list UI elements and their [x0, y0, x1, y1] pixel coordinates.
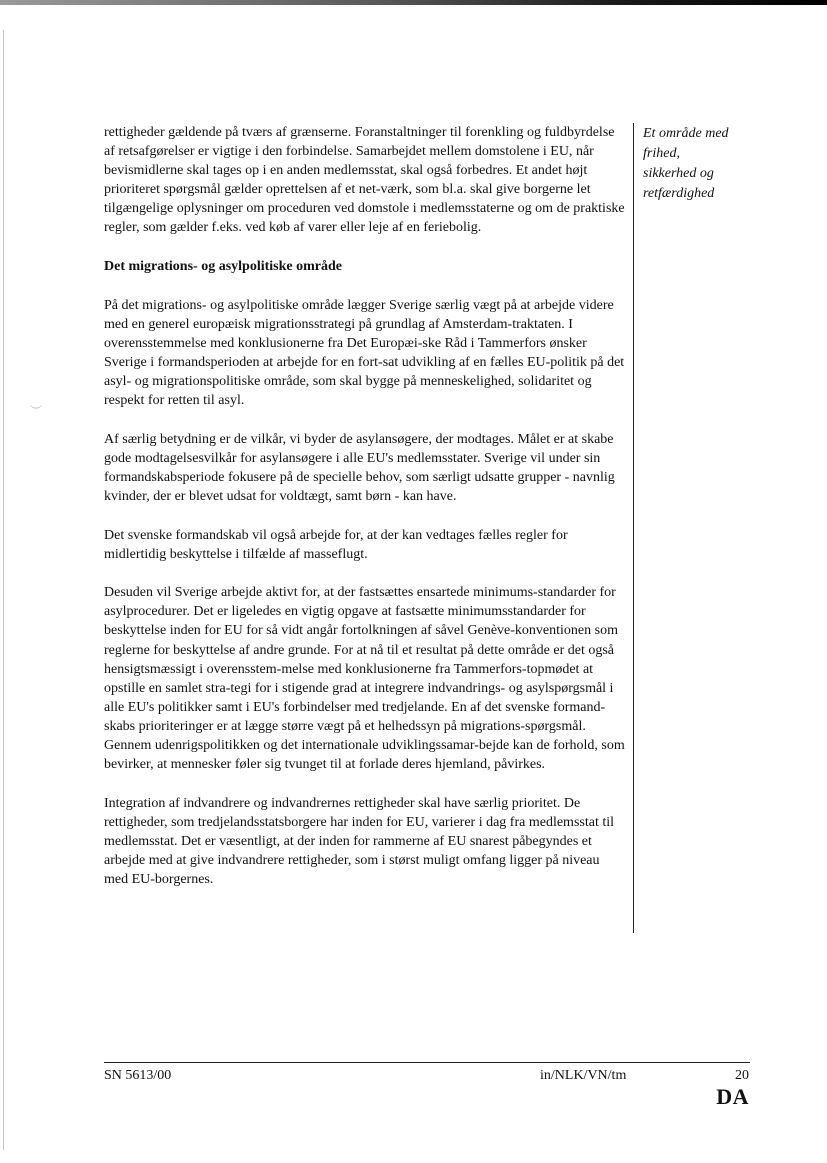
margin-note-line: retfærdighed	[643, 186, 715, 201]
footer-reference: in/NLK/VN/tm	[540, 1068, 627, 1083]
margin-note-line: Et område med	[643, 126, 729, 141]
language-code: DA	[716, 1084, 749, 1109]
footer-divider	[104, 1062, 750, 1063]
document-body	[104, 123, 626, 909]
margin-note-line: sikkerhed og	[643, 166, 714, 181]
scan-left-edge	[3, 30, 4, 1150]
paragraph: Af særlig betydning er de vilkår, vi byder de asylansøgere, der modtages. Målet er at skabe gode modtagelsesvilkår for asylansøgere i alle EU's medlemsstater. Sverige vil under sin formandskabsperiode fokusere på de specielle behov, som særligt udsatte grupper - navnlig kvinder, der er blevet udsat for voldtægt, samt børn - kan have.	[104, 431, 615, 504]
paragraph: Integration af indvandrere og indvandrernes rettigheder skal have særlig prioritet. De rettigheder, som tredjelandsstatsborgere har inden for EU, varierer i dag fra medlemsstat til medlemsstat. Det er væsentligt, at der inden for rammerne af EU snarest påbegyndes et arbejde med at give indvandrere rettigheder, som i størst muligt omfang ligger på niveau med EU-borgernes.	[104, 795, 615, 888]
paragraph: rettigheder gældende på tværs af grænserne. Foranstaltninger til forenkling og fuldbyrdelse af retsafgørelser er vigtige i den forbindelse. Samarbejdet mellem domstolene i EU, når bevismidlerne skal tages op i en anden medlemsstat, skal også forbedres. Et andet højt prioriteret spørgsmål gælder oprettelsen af et net-værk, som bl.a. skal give borgerne let tilgængelige oplysninger om proceduren ved domstole i medlemsstaterne og om de praktiske regler, som gælder f.eks. ved køb af varer eller leje af en feriebolig.	[104, 125, 625, 236]
margin-note	[643, 124, 813, 204]
paragraph: Desuden vil Sverige arbejde aktivt for, at der fastsættes ensartede minimums-standarder for asylprocedurer. Det er ligeledes en vigtig opgave at fastsætte minimumsstandarder for beskyttelse inden for EU for så vidt angår fortolkningen af såvel Genève-konventionen som reglerne for beskyttelse af andre grunde. For at nå til et resultat på dette område er det også hensigtsmæssigt i overensstem-melse med konklusionerne fra Tammerfors-topmødet at opstille en samlet stra-tegi for i stigende grad at integrere indvandrings- og asylspørgsmål i alle EU's politikker samt i EU's forbindelser med tredjelande. En af det svenske formand-skabs prioriteringer er at lægge større vægt på et helhedssyn på migrations-spørgsmål. Gennem udenrigspolitikken og det internationale udviklingssamar-bejde kan de forhold, som bevirker, at mennesker føler sig tvunget til at forlade deres hjemland, påvirkes.	[104, 585, 625, 773]
section-heading: Det migrations- og asylpolitiske område	[104, 259, 342, 275]
margin-divider	[633, 123, 634, 933]
paragraph: På det migrations- og asylpolitiske område lægger Sverige særlig vægt på at arbejde videre med en generel europæisk migrationsstrategi på grundlag af Amsterdam-traktaten. I overensstemmelse med konklusionerne fra Det Europæi-ske Råd i Tammerfors ønsker Sverige i formandsperioden at arbejde for en fort-sat udvikling af en fælles EU-politik på det asyl- og migrationspolitiske område, som skal bygge på menneskelighed, solidaritet og respekt for retten til asyl.	[104, 297, 625, 409]
scan-artifact-mark: ︶	[30, 404, 43, 418]
scan-top-border	[0, 0, 827, 5]
footer-doc-id: SN 5613/00	[104, 1068, 172, 1083]
margin-note-line: frihed,	[643, 146, 680, 161]
paragraph: Det svenske formandskab vil også arbejde for, at der kan vedtages fælles regler for midlertidig beskyttelse i tilfælde af masseflugt.	[104, 527, 568, 562]
page-number: 20	[735, 1068, 749, 1083]
